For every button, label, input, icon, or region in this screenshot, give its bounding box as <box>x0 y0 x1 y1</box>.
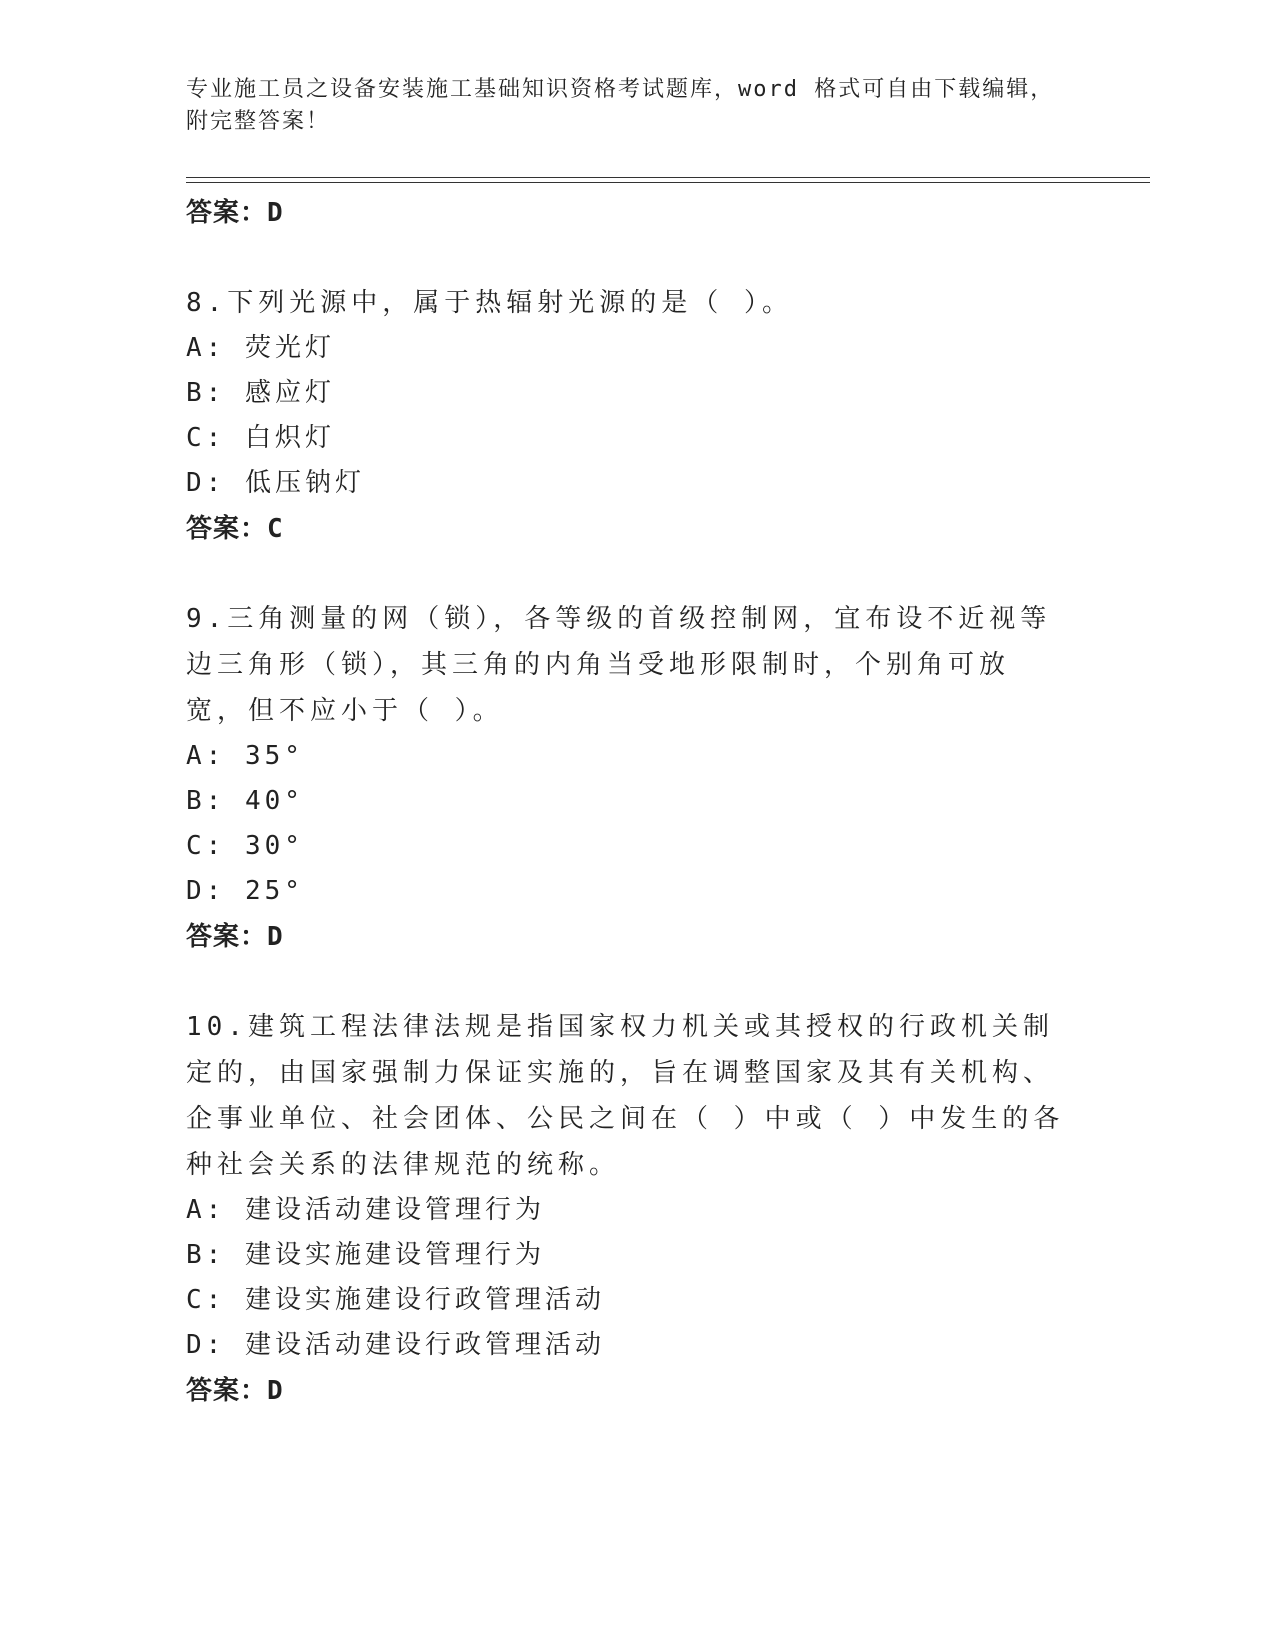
question-10 <box>186 1004 1066 1414</box>
option-c: C: 建设实施建设行政管理活动 <box>186 1285 605 1315</box>
answer: 答案：C <box>186 514 284 544</box>
option-c: C: 30° <box>186 831 304 861</box>
option-b: B: 建设实施建设管理行为 <box>186 1240 545 1270</box>
question-text: 10.建筑工程法律法规是指国家权力机关或其授权的行政机关制定的，由国家强制力保证实施的，旨在调整国家及其有关机构、企事业单位、社会团体、公民之间在（ ）中或（ ）中发生的各种社会关系的法律规范的统称。 <box>186 1012 1065 1180</box>
option-d: D: 低压钠灯 <box>186 468 365 498</box>
option-b: B: 感应灯 <box>186 378 335 408</box>
option-d: D: 建设活动建设行政管理活动 <box>186 1330 605 1360</box>
question-text: 8.下列光源中，属于热辐射光源的是（ ）。 <box>186 288 793 318</box>
document-body <box>186 190 1066 1414</box>
option-c: C: 白炽灯 <box>186 423 335 453</box>
option-a: A: 荧光灯 <box>186 333 335 363</box>
question-9 <box>186 596 1066 960</box>
document-header: 专业施工员之设备安装施工基础知识资格考试题库，word 格式可自由下载编辑，附完整答案！ <box>186 77 1055 134</box>
option-b: B: 40° <box>186 786 304 816</box>
answer-previous: 答案：D <box>186 198 284 228</box>
question-8 <box>186 280 1066 552</box>
question-text: 9.三角测量的网（锁），各等级的首级控制网，宜布设不近视等边三角形（锁），其三角的内角当受地形限制时，个别角可放宽，但不应小于（ ）。 <box>186 604 1052 726</box>
option-a: A: 建设活动建设管理行为 <box>186 1195 545 1225</box>
answer: 答案：D <box>186 922 284 952</box>
header-divider <box>186 177 1150 183</box>
option-a: A: 35° <box>186 741 304 771</box>
answer: 答案：D <box>186 1376 284 1406</box>
option-d: D: 25° <box>186 876 304 906</box>
